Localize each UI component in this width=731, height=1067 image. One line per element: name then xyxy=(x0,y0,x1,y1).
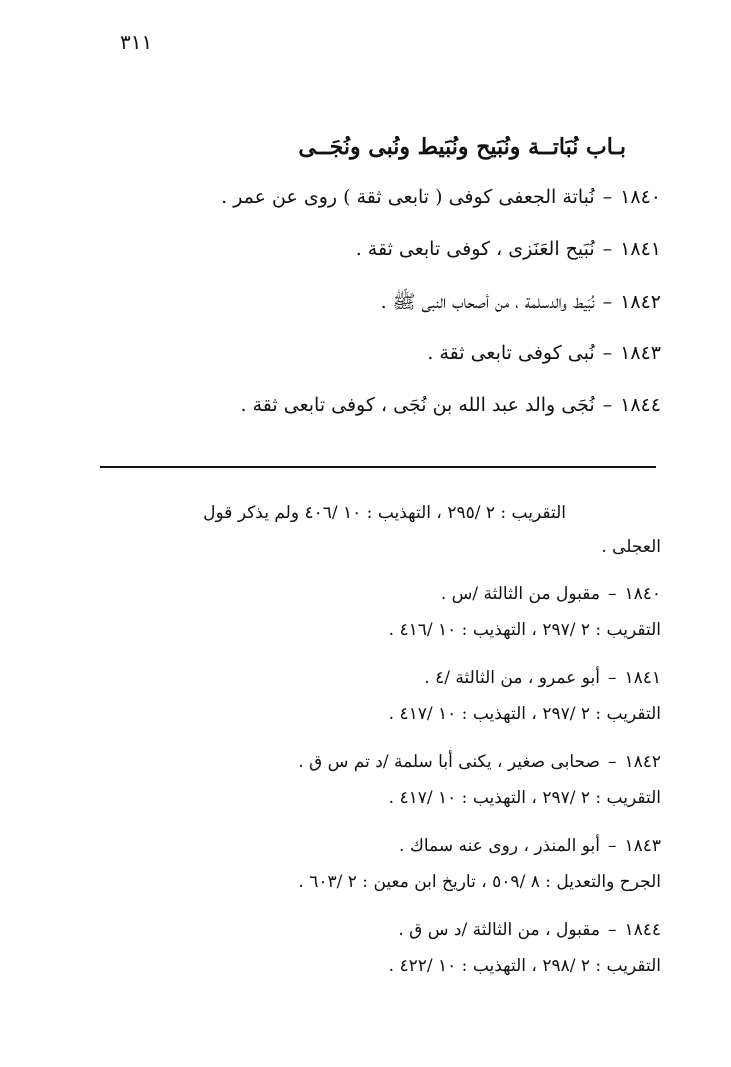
entry-dash: – xyxy=(602,342,613,364)
footnote-dash: – xyxy=(607,584,617,604)
entry-text: نُباتة الجعفى كوفى ( تابعى ثقة ) روى عن عمر . xyxy=(221,186,595,208)
footnote-dash: – xyxy=(607,668,617,688)
footnote-head xyxy=(61,744,661,780)
footnote-reference: التقريب : ٢ /٢٩٧ ، التهذيب : ١٠ /٤١٧ . xyxy=(388,788,661,808)
footnote-head xyxy=(61,828,661,864)
footnote-reference: الجرح والتعديل : ٨ /٥٠٩ ، تاريخ ابن معين : ٢ /٦٠٣ . xyxy=(298,872,661,892)
entry-text: نُبى كوفى تابعى ثقة . xyxy=(427,342,595,364)
footnote-dash: – xyxy=(607,836,617,856)
entry-item xyxy=(61,290,661,342)
entry-dash: – xyxy=(602,394,613,416)
footnote-item xyxy=(61,912,661,984)
entry-item xyxy=(61,186,661,238)
entry-item xyxy=(61,238,661,290)
entry-dash: – xyxy=(602,238,613,260)
footnote-intro-line: التقريب : ٢ /٢٩٥ ، التهذيب : ١٠ /٤٠٦ ولم يذكر قول xyxy=(203,503,566,523)
footnote-intro-continuation: العجلى . xyxy=(601,537,661,557)
entry-number: ١٨٤٣ xyxy=(620,342,661,364)
entry-item xyxy=(61,394,661,446)
footnote-text: أبو عمرو ، من الثالثة /٤ . xyxy=(424,668,600,688)
footnote-item xyxy=(61,744,661,816)
footnote-item xyxy=(61,828,661,900)
footnote-number: ١٨٤٤ xyxy=(624,920,661,940)
footnote-number: ١٨٤٢ xyxy=(624,752,661,772)
entry-text: نُبَيح العَنَزى ، كوفى تابعى ثقة . xyxy=(355,238,595,260)
footnote-reference: التقريب : ٢ /٢٩٨ ، التهذيب : ١٠ /٤٢٢ . xyxy=(388,956,661,976)
entry-dash: – xyxy=(602,291,613,313)
footnote-head xyxy=(61,660,661,696)
entry-dash: – xyxy=(602,186,613,208)
footnote-text: صحابى صغير ، يكنى أبا سلمة /د تم س ق . xyxy=(298,752,600,772)
footnote-item xyxy=(61,660,661,732)
footnote-head xyxy=(61,576,661,612)
entry-text: نُبَيط والدسلمة ، من أصحاب النبى ﷺ . xyxy=(380,291,595,313)
entry-number: ١٨٤١ xyxy=(620,238,661,260)
footnote-divider xyxy=(100,466,656,468)
page-number: ٣١١ xyxy=(120,30,153,54)
entry-number: ١٨٤٠ xyxy=(620,186,661,208)
footnote-dash: – xyxy=(607,920,617,940)
entry-number: ١٨٤٤ xyxy=(620,394,661,416)
footnote-dash: – xyxy=(607,752,617,772)
footnote-number: ١٨٤١ xyxy=(624,668,661,688)
footnote-text: أبو المنذر ، روى عنه سماك . xyxy=(399,836,600,856)
footnote-head xyxy=(61,912,661,948)
footnote-number: ١٨٤٠ xyxy=(624,584,661,604)
footnote-text: مقبول من الثالثة /س . xyxy=(440,584,600,604)
footnote-item xyxy=(61,576,661,648)
entries-list xyxy=(61,186,661,446)
footnote-reference: التقريب : ٢ /٢٩٧ ، التهذيب : ١٠ /٤١٦ . xyxy=(388,620,661,640)
entry-text: نُجَى والد عبد الله بن نُجَى ، كوفى تابعى ثقة . xyxy=(240,394,595,416)
entry-item xyxy=(61,342,661,394)
footnote-text: مقبول ، من الثالثة /د س ق . xyxy=(398,920,600,940)
footnotes-section xyxy=(61,496,661,984)
footnote-reference: التقريب : ٢ /٢٩٧ ، التهذيب : ١٠ /٤١٧ . xyxy=(388,704,661,724)
footnote-number: ١٨٤٣ xyxy=(624,836,661,856)
chapter-title: بـاب نُبَاتــة ونُبَيح ونُبَيط ونُبى ونُجَــى xyxy=(298,134,626,160)
entry-number: ١٨٤٢ xyxy=(620,291,661,313)
